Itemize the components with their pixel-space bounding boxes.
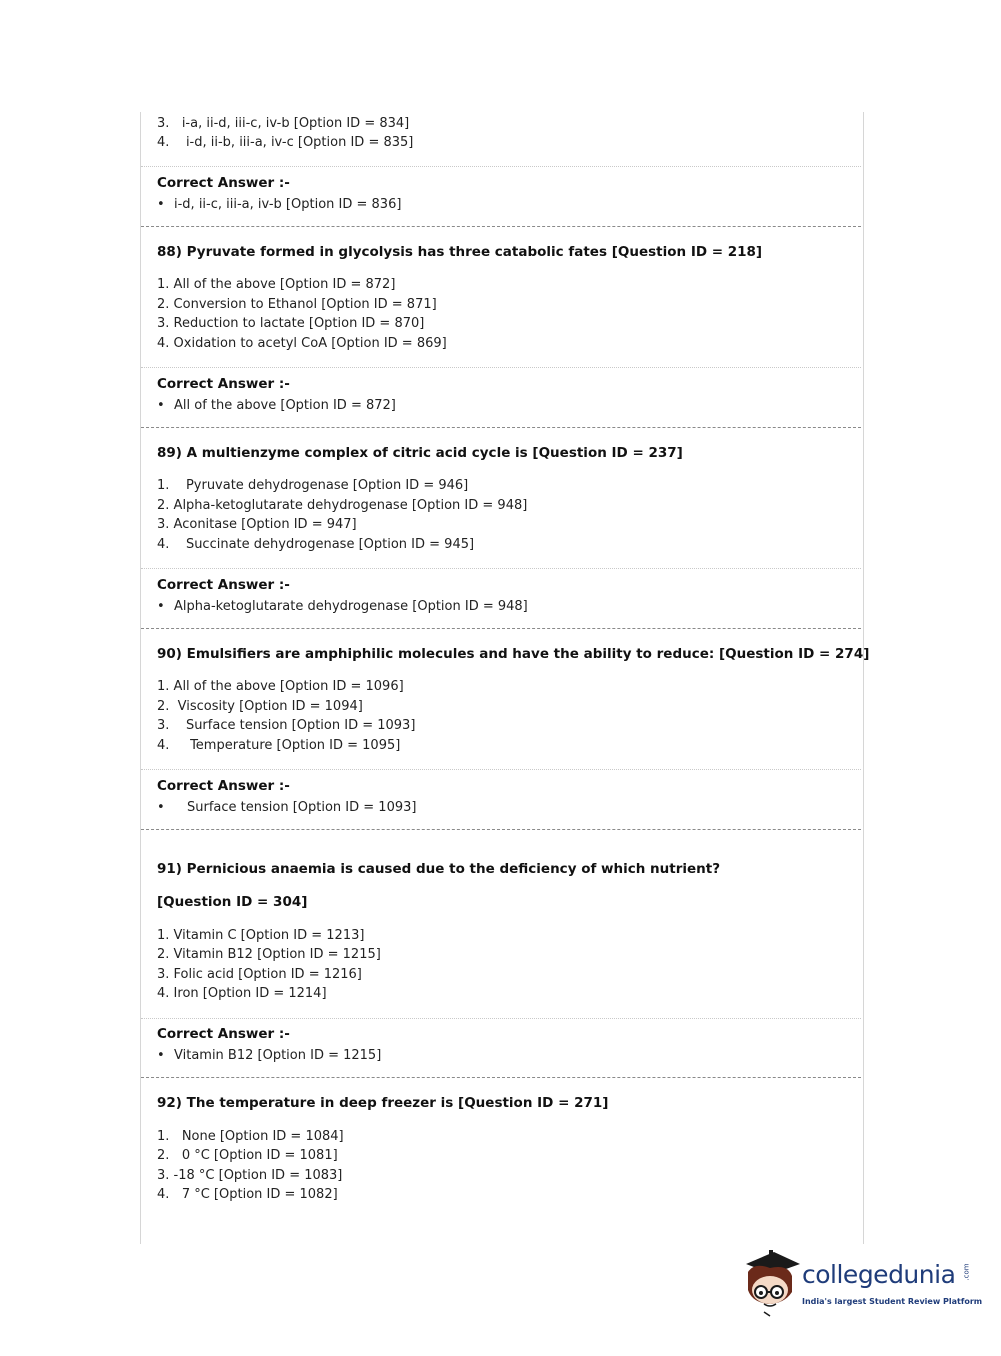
option-1: 1. Pyruvate dehydrogenase [Option ID = 946] xyxy=(157,478,469,493)
correct-answer: • Alpha-ketoglutarate dehydrogenase [Option ID = 948] xyxy=(157,599,528,614)
option-2: 2. 0 °C [Option ID = 1081] xyxy=(157,1148,338,1163)
question-92-title: 92) The temperature in deep freezer is [Question ID = 271] xyxy=(157,1095,609,1111)
logo-tagline: India's largest Student Review Platform xyxy=(802,1297,983,1306)
option-3: 3. Aconitase [Option ID = 947] xyxy=(157,517,357,532)
question-separator xyxy=(141,226,861,227)
option-2: 2. Alpha-ketoglutarate dehydrogenase [Option ID = 948] xyxy=(157,498,528,513)
divider xyxy=(141,1018,861,1019)
logo-domain: .com xyxy=(962,1263,971,1281)
question-separator xyxy=(141,1077,861,1078)
option-4: 4. Succinate dehydrogenase [Option ID = 945] xyxy=(157,537,475,552)
correct-answer: • Surface tension [Option ID = 1093] xyxy=(157,800,417,815)
option-1: 1. All of the above [Option ID = 1096] xyxy=(157,679,404,694)
option-4: 4. 7 °C [Option ID = 1082] xyxy=(157,1187,338,1202)
option-2: 2. Viscosity [Option ID = 1094] xyxy=(157,699,363,714)
correct-answer-label: Correct Answer :- xyxy=(157,577,290,593)
divider xyxy=(141,367,861,368)
option-4: 4. i-d, ii-b, iii-a, iv-c [Option ID = 835] xyxy=(157,135,414,150)
question-separator xyxy=(141,829,861,830)
correct-answer-label: Correct Answer :- xyxy=(157,175,290,191)
option-4: 4. Temperature [Option ID = 1095] xyxy=(157,738,401,753)
option-2: 2. Conversion to Ethanol [Option ID = 871] xyxy=(157,297,437,312)
divider xyxy=(141,568,861,569)
divider xyxy=(141,166,861,167)
question-91-id: [Question ID = 304] xyxy=(157,894,308,910)
correct-answer: • i-d, ii-c, iii-a, iv-b [Option ID = 836] xyxy=(157,197,402,212)
correct-answer: • Vitamin B12 [Option ID = 1215] xyxy=(157,1048,382,1063)
option-4: 4. Oxidation to acetyl CoA [Option ID = 869] xyxy=(157,336,447,351)
correct-answer-label: Correct Answer :- xyxy=(157,376,290,392)
mascot-icon xyxy=(740,1248,802,1318)
option-1: 1. Vitamin C [Option ID = 1213] xyxy=(157,928,365,943)
question-separator xyxy=(141,628,861,629)
question-separator xyxy=(141,427,861,428)
option-3: 3. Surface tension [Option ID = 1093] xyxy=(157,718,416,733)
correct-answer-label: Correct Answer :- xyxy=(157,1026,290,1042)
correct-answer: • All of the above [Option ID = 872] xyxy=(157,398,396,413)
option-2: 2. Vitamin B12 [Option ID = 1215] xyxy=(157,947,381,962)
question-89-title: 89) A multienzyme complex of citric acid cycle is [Question ID = 237] xyxy=(157,445,683,461)
correct-answer-label: Correct Answer :- xyxy=(157,778,290,794)
question-90-title: 90) Emulsifiers are amphiphilic molecules and have the ability to reduce: [Question ID = 274] xyxy=(157,646,870,662)
question-91-title: 91) Pernicious anaemia is caused due to the deficiency of which nutrient? xyxy=(157,861,721,877)
option-1: 1. All of the above [Option ID = 872] xyxy=(157,277,396,292)
question-88-title: 88) Pyruvate formed in glycolysis has three catabolic fates [Question ID = 218] xyxy=(157,244,763,260)
collegedunia-logo[interactable] xyxy=(740,1248,983,1318)
option-3: 3. Reduction to lactate [Option ID = 870] xyxy=(157,316,425,331)
logo-wordmark: collegedunia xyxy=(802,1260,956,1289)
option-3: 3. Folic acid [Option ID = 1216] xyxy=(157,967,362,982)
option-1: 1. None [Option ID = 1084] xyxy=(157,1129,344,1144)
option-4: 4. Iron [Option ID = 1214] xyxy=(157,986,327,1001)
option-3: 3. i-a, ii-d, iii-c, iv-b [Option ID = 834] xyxy=(157,116,410,131)
option-3: 3. -18 °C [Option ID = 1083] xyxy=(157,1168,343,1183)
divider xyxy=(141,769,861,770)
